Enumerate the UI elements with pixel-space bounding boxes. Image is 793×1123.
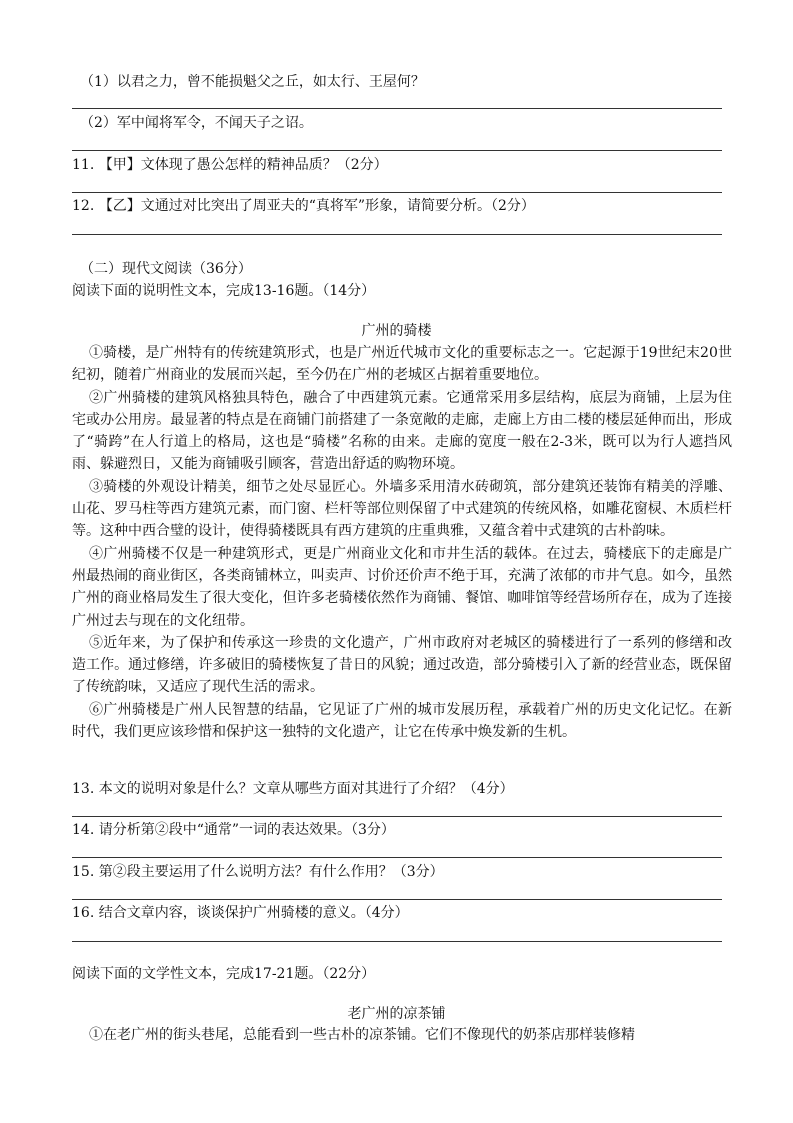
question-13: 13. 本文的说明对象是什么？文章从哪些方面对其进行了介绍？（4分） [72,781,514,797]
question-14: 14. 请分析第②段中“通常”一词的表达效果。（3分） [72,822,395,838]
reading-instructions-2: 阅读下面的文学性文本，完成17-21题。（22分） [72,966,376,982]
article-2-title: 老广州的凉茶铺 [347,1006,446,1022]
paragraph-6: ⑥广州骑楼是广州人民智慧的结晶，它见证了广州的城市发展历程，承载着广州的历史文化记忆。在新时代，我们更应该珍惜和保护这一独特的文化遗产，让它在传承中焕发新的生机。 [72,701,732,741]
paragraph-5: ⑤近年来，为了保护和传承这一珍贵的文化遗产，广州市政府对老城区的骑楼进行了一系列的修缮和改造工作。通过修缮，许多破旧的骑楼恢复了昔日的风貌；通过改造，部分骑楼引入了新的经营业态，既保留了传统韵味，又适应了现代生活的需求。 [72,634,732,696]
answer-line [72,192,722,193]
answer-line [72,899,722,900]
paragraph-4: ④广州骑楼不仅是一种建筑形式，更是广州商业文化和市井生活的载体。在过去，骑楼底下的走廊是广州最热闹的商业街区，各类商铺林立，叫卖声、讨价还价声不绝于耳，充满了浓郁的市井气息。如今，虽然广州的商业格局发生了很大变化，但许多老骑楼依然作为商铺、餐馆、咖啡馆等经营场所存在，成为了连接广州过去与现在的文化纽带。 [72,545,732,629]
question-1-translate: （1）以君之力，曾不能损魁父之丘，如太行、王屋何？ [80,74,425,90]
paragraph-3: ③骑楼的外观设计精美，细节之处尽显匠心。外墙多采用清水砖砌筑，部分建筑还装饰有精美的浮雕、山花、罗马柱等西方建筑元素，而门窗、栏杆等部位则保留了中式建筑的传统风格，如雕花窗棂、木质栏杆等。这种中西合璧的设计，使得骑楼既具有西方建筑的庄重典雅，又蕴含着中式建筑的古朴韵味。 [72,478,732,540]
reading-instructions: 阅读下面的说明性文本，完成13-16题。（14分） [72,283,376,299]
answer-line [72,234,722,235]
question-16: 16. 结合文章内容，谈谈保护广州骑楼的意义。（4分） [72,905,409,921]
answer-line [72,941,722,942]
article-title: 广州的骑楼 [361,323,432,339]
answer-line [72,857,722,858]
article-2-paragraph-1: ①在老广州的街头巷尾，总能看到一些古朴的凉茶铺。它们不像现代的奶茶店那样装修精 [89,1027,635,1043]
question-15: 15. 第②段主要运用了什么说明方法？有什么作用？（3分） [72,864,444,880]
section-title: （二）现代文阅读（36分） [80,261,252,277]
paragraph-2: ②广州骑楼的建筑风格独具特色，融合了中西建筑元素。它通常采用多层结构，底层为商铺，上层为住宅或办公用房。最显著的特点是在商铺门前搭建了一条宽敞的走廊，走廊上方由二楼的楼层延伸而出，形成了“骑跨”在人行道上的格局，这也是“骑楼”名称的由来。走廊的宽度一般在2-3米，既可以为行人遮挡风雨、躲避烈日，又能为商铺吸引顾客，营造出舒适的购物环境。 [72,389,732,473]
question-2-translate: （2）军中闻将军令，不闻天子之诏。 [80,115,313,131]
article-paragraphs [72,342,732,743]
answer-line [72,816,722,817]
answer-line [72,150,722,151]
paragraph-1: ①骑楼，是广州特有的传统建筑形式，也是广州近代城市文化的重要标志之一。它起源于19世纪末20世纪初，随着广州商业的发展而兴起，至今仍在广州的老城区占据着重要地位。 [72,345,732,384]
answer-line [72,108,722,109]
question-11: 11. 【甲】文体现了愚公怎样的精神品质？（2分） [72,157,388,173]
question-12: 12. 【乙】文通过对比突出了周亚夫的“真将军”形象，请简要分析。（2分） [72,198,535,214]
